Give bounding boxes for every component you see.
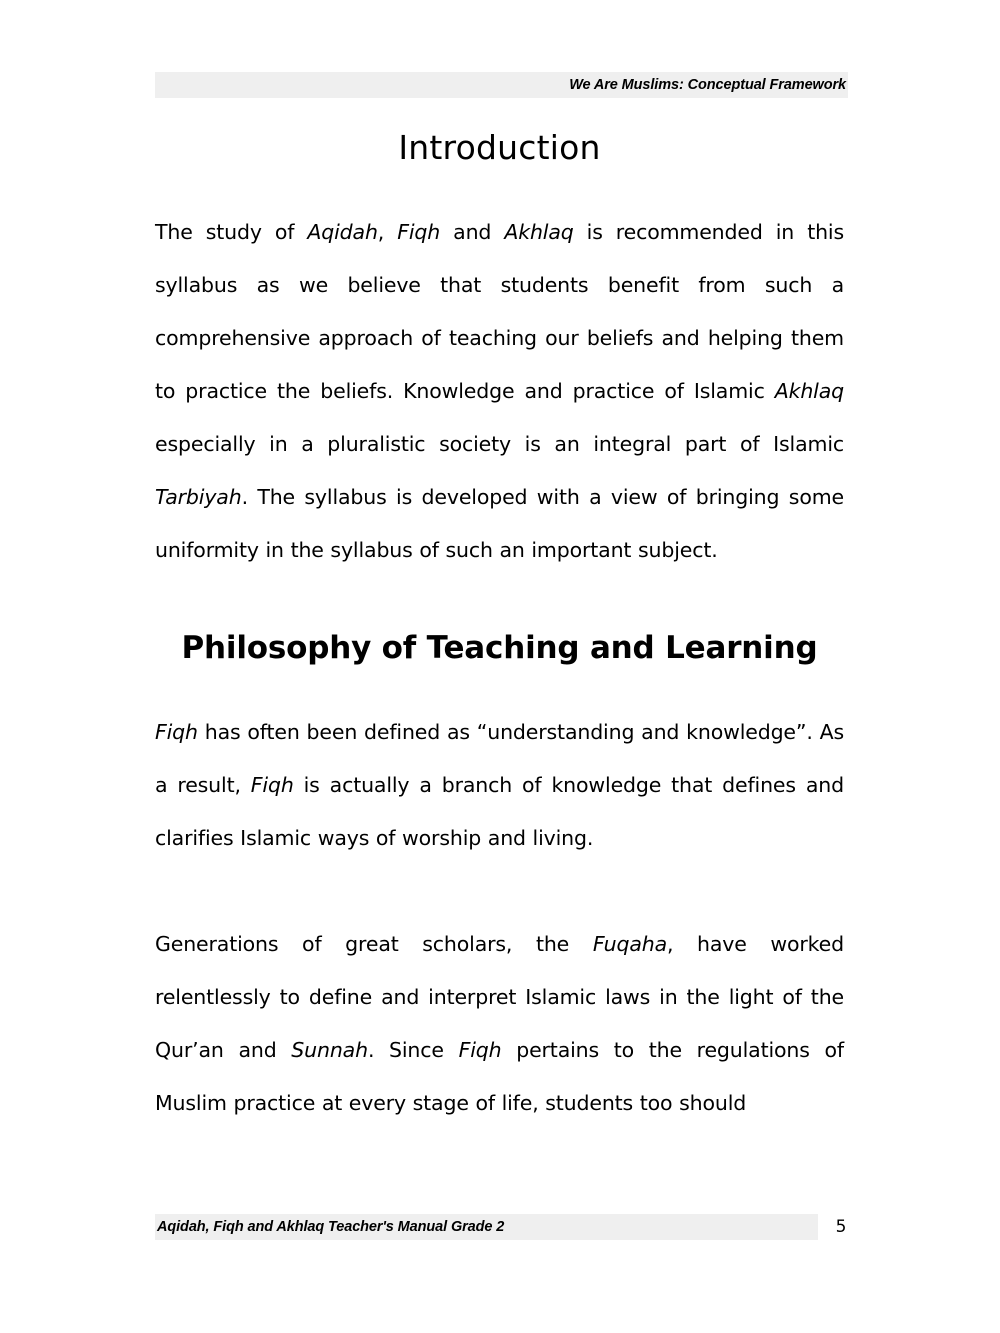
section-heading-introduction: Introduction xyxy=(398,128,601,167)
page-header xyxy=(155,72,848,98)
emphasis-term: Tarbiyah xyxy=(155,484,242,509)
text-run: , xyxy=(377,219,398,244)
paragraph-introduction xyxy=(155,206,844,577)
paragraph-philosophy-1 xyxy=(155,706,844,865)
text-run: and xyxy=(440,219,505,244)
text-run: The study of xyxy=(155,219,308,244)
footer-running-title: Aqidah, Fiqh and Akhlaq Teacher's Manual Grade 2 xyxy=(157,1219,505,1235)
spacer xyxy=(155,865,844,918)
emphasis-term: Fiqh xyxy=(155,719,198,744)
text-run: . The syllabus is developed with a view of bringing some uniformity in the syllabus of such an important subject. xyxy=(155,484,844,562)
header-running-title: We Are Muslims: Conceptual Framework xyxy=(569,77,846,93)
text-run: especially in a pluralistic society is an integral part of Islamic xyxy=(155,431,844,456)
text-run: Generations of great scholars, the xyxy=(155,931,593,956)
text-run: is recommended in this syllabus as we believe that students benefit from such a comprehensive approach of teaching our beliefs and helping them to practice the beliefs. Knowledge and practice of Islamic xyxy=(155,219,844,403)
paragraph-philosophy-2 xyxy=(155,918,844,1130)
section-heading-philosophy: Philosophy of Teaching and Learning xyxy=(181,629,818,666)
text-run: . Since xyxy=(367,1037,459,1062)
spacer xyxy=(155,168,844,206)
emphasis-term: Fiqh xyxy=(250,772,294,797)
spacer xyxy=(155,667,844,706)
text-run: has often been defined as “understanding and knowledge”. As a result, xyxy=(155,719,844,797)
page-number: 5 xyxy=(835,1217,847,1237)
emphasis-term: Akhlaq xyxy=(504,219,574,244)
text-run: is actually a branch of knowledge that defines and clarifies Islamic ways of worship and living. xyxy=(155,772,844,850)
emphasis-term: Akhlaq xyxy=(774,378,844,403)
page-content xyxy=(155,128,844,1130)
spacer xyxy=(155,577,844,630)
emphasis-term: Fiqh xyxy=(458,1037,502,1062)
emphasis-term: Fuqaha xyxy=(592,931,667,956)
page-footer xyxy=(155,1214,818,1240)
emphasis-term: Fiqh xyxy=(397,219,441,244)
text-run: pertains to the regulations of Muslim practice at every stage of life, students too should xyxy=(155,1037,844,1115)
text-run: , have worked relentlessly to define and interpret Islamic laws in the light of the Qur’an and xyxy=(155,931,844,1062)
emphasis-term: Sunnah xyxy=(291,1037,368,1062)
emphasis-term: Aqidah xyxy=(307,219,378,244)
